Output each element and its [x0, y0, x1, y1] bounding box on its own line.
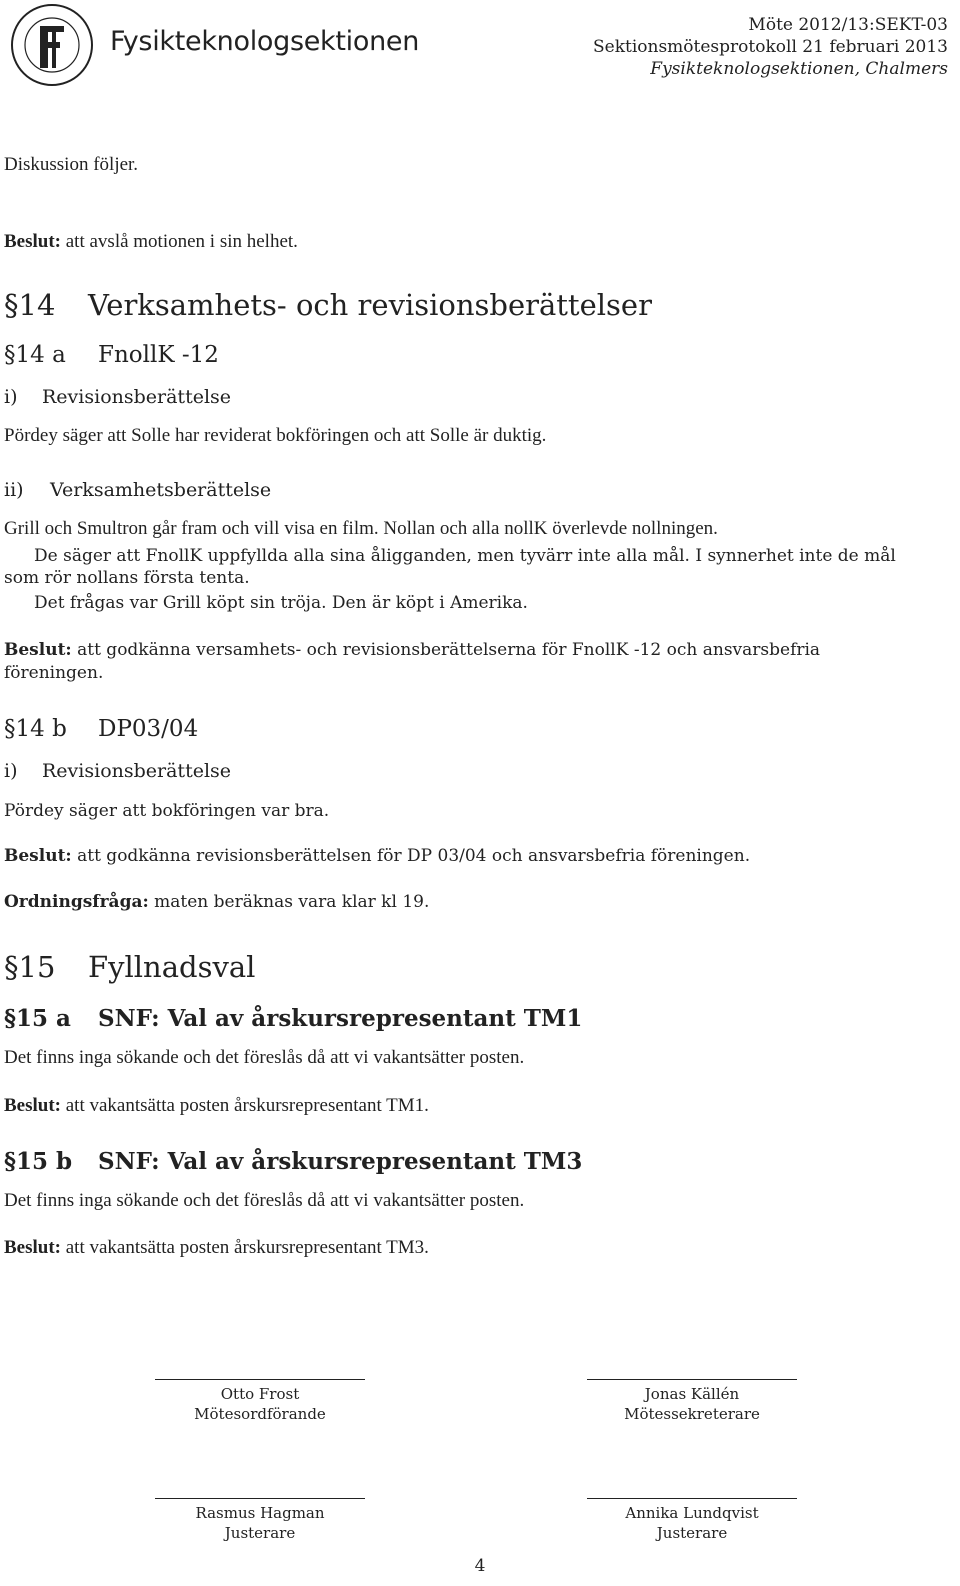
signature-name: Annika Lundqvist	[625, 1504, 759, 1522]
signature-line	[155, 1498, 365, 1499]
paragraph-14a-ii-line: Grill och Smultron går fram och vill visa en film. Nollan och alla nollK överlevde nollningen.	[4, 518, 718, 539]
section-15a-heading: §15 a SNF: Val av årskursrepresentant TM1	[4, 1005, 583, 1032]
section-logo	[4, 2, 104, 88]
decision-label: Beslut:	[4, 231, 61, 252]
paragraph-14a-i: Pördey säger att Solle har reviderat bokföringen och att Solle är duktig.	[4, 425, 547, 446]
protocol-title: Sektionsmötesprotokoll 21 februari 2013	[593, 37, 948, 57]
subsection-14a-i-heading: i) Revisionsberättelse	[4, 386, 232, 408]
signature-role: Justerare	[224, 1524, 296, 1542]
paragraph-14a-ii-line: De säger att FnollK uppfyllda alla sina åligganden, men tyvärr inte alla mål. I synnerhet inte de mål	[34, 546, 896, 566]
decision-reject-motion: Beslut: att avslå motionen i sin helhet.	[4, 231, 298, 252]
subsection-14a-ii-heading: ii) Verksamhetsberättelse	[4, 479, 272, 501]
decision-14a: Beslut: att godkänna versamhets- och revisionsberättelserna för FnollK -12 och ansvarsbefria	[4, 640, 821, 660]
section-15b-heading: §15 b SNF: Val av årskursrepresentant TM3	[4, 1148, 583, 1175]
signature-block	[155, 1379, 365, 1424]
signature-role: Mötessekreterare	[624, 1405, 760, 1423]
paragraph-15b: Det finns inga sökande och det föreslås då att vi vakantsätter posten.	[4, 1190, 525, 1211]
decision-15a: Beslut: att vakantsätta posten årskursrepresentant TM1.	[4, 1095, 429, 1116]
section-15-heading: §15 Fyllnadsval	[4, 950, 256, 984]
order-question: Ordningsfråga: maten beräknas vara klar kl 19.	[4, 892, 430, 912]
paragraph-14b-i: Pördey säger att bokföringen var bra.	[4, 801, 330, 821]
paragraph-discussion: Diskussion följer.	[4, 154, 139, 175]
signature-line	[587, 1379, 797, 1380]
section-14a-heading: §14 a FnollK -12	[4, 342, 219, 368]
paragraph-14a-ii-line: Det frågas var Grill köpt sin tröja. Den är köpt i Amerika.	[34, 593, 528, 613]
paragraph-15a: Det finns inga sökande och det föreslås då att vi vakantsätter posten.	[4, 1047, 525, 1068]
document-header-info	[593, 14, 948, 80]
organization: Fysikteknologsektionen, Chalmers	[650, 59, 948, 79]
signature-block	[155, 1498, 365, 1543]
section-14-heading: §14 Verksamhets- och revisionsberättelser	[4, 288, 652, 322]
signature-name: Jonas Källén	[644, 1385, 740, 1403]
brand-name: Fysikteknologsektionen	[110, 26, 420, 57]
page-number: 4	[474, 1556, 486, 1576]
signature-name: Otto Frost	[220, 1385, 300, 1403]
signature-block	[587, 1379, 797, 1424]
signature-line	[587, 1498, 797, 1499]
signature-line	[155, 1379, 365, 1380]
signature-role: Mötesordförande	[194, 1405, 326, 1423]
decision-14b: Beslut: att godkänna revisionsberättelsen för DP 03/04 och ansvarsbefria föreningen.	[4, 846, 751, 866]
section-14b-heading: §14 b DP03/04	[4, 716, 199, 742]
signature-role: Justerare	[656, 1524, 728, 1542]
decision-14a-cont: föreningen.	[4, 663, 104, 683]
paragraph-14a-ii-line: som rör nollans första tenta.	[4, 568, 250, 588]
signature-block	[587, 1498, 797, 1543]
meeting-id: Möte 2012/13:SEKT-03	[748, 15, 948, 35]
subsection-14b-i-heading: i) Revisionsberättelse	[4, 760, 232, 782]
signature-name: Rasmus Hagman	[195, 1504, 325, 1522]
decision-15b: Beslut: att vakantsätta posten årskursrepresentant TM3.	[4, 1237, 429, 1258]
